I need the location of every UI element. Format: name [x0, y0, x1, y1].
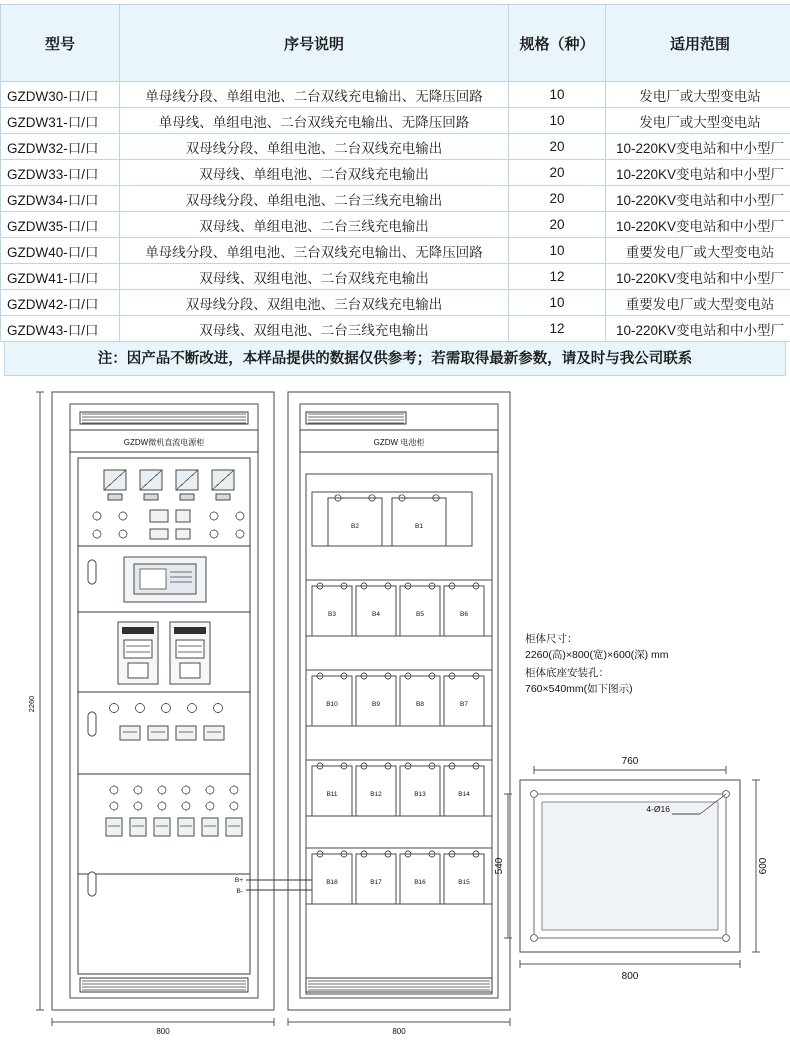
base-plan-top-dimension: 760 [622, 756, 639, 767]
mounting-hole-callout: 4-Ø16 [646, 804, 670, 814]
cell-application-range: 10-220KV变电站和中小型厂 [606, 134, 790, 160]
cell-description: 单母线分段、单组电池、二台双线充电输出、无降压回路 [120, 82, 509, 108]
cell-spec-count: 20 [509, 212, 606, 238]
left-cabinet-width-dimension: 800 [156, 1027, 170, 1036]
battery-label: B2 [351, 523, 359, 530]
battery-label: B12 [370, 791, 382, 798]
left-cabinet-title: GZDW微机直流电源柜 [124, 437, 204, 447]
cell-spec-count: 10 [509, 290, 606, 316]
header-description: 序号说明 [120, 5, 509, 82]
base-plan-left-dimension: 540 [494, 857, 505, 874]
cell-spec-count: 12 [509, 264, 606, 290]
battery-label: B17 [370, 879, 382, 886]
battery-label: B9 [372, 701, 380, 708]
spec-table [0, 4, 790, 342]
base-plan-right-dimension: 600 [758, 857, 769, 874]
cell-application-range: 10-220KV变电站和中小型厂 [606, 186, 790, 212]
dimension-note-line2: 2260(高)×800(宽)×600(深) mm [525, 648, 669, 661]
cell-spec-count: 12 [509, 316, 606, 342]
cell-application-range: 发电厂或大型变电站 [606, 108, 790, 134]
cell-description: 双母线分段、单组电池、二台双线充电输出 [120, 134, 509, 160]
header-model: 型号 [1, 5, 120, 82]
cell-description: 单母线分段、单组电池、三台双线充电输出、无降压回路 [120, 238, 509, 264]
table-footnote: 注：因产品不断改进，本样品提供的数据仅供参考；若需取得最新参数，请及时与我公司联系 [4, 342, 786, 376]
cell-application-range: 重要发电厂或大型变电站 [606, 238, 790, 264]
cell-model: GZDW30-口/口 [1, 82, 120, 108]
terminal-label-negative: B- [237, 888, 244, 895]
right-cabinet-title: GZDW 电池柜 [374, 437, 425, 447]
cell-description: 双母线、双组电池、二台双线充电输出 [120, 264, 509, 290]
cell-model: GZDW31-口/口 [1, 108, 120, 134]
cell-spec-count: 20 [509, 186, 606, 212]
cell-description: 双母线、单组电池、二台三线充电输出 [120, 212, 509, 238]
cell-application-range: 重要发电厂或大型变电站 [606, 290, 790, 316]
table-row [1, 212, 790, 238]
battery-label: B6 [460, 611, 468, 618]
cell-model: GZDW34-口/口 [1, 186, 120, 212]
table-row [1, 264, 790, 290]
cell-application-range: 10-220KV变电站和中小型厂 [606, 212, 790, 238]
cell-model: GZDW41-口/口 [1, 264, 120, 290]
cell-application-range: 10-220KV变电站和中小型厂 [606, 264, 790, 290]
battery-label: B7 [460, 701, 468, 708]
cell-model: GZDW33-口/口 [1, 160, 120, 186]
header-spec-count: 规格（种） [509, 5, 606, 82]
cell-model: GZDW32-口/口 [1, 134, 120, 160]
cell-spec-count: 10 [509, 108, 606, 134]
right-cabinet-width-dimension: 800 [392, 1027, 406, 1036]
table-row [1, 316, 790, 342]
table-body [1, 82, 790, 342]
battery-label: B18 [326, 879, 338, 886]
cell-application-range: 10-220KV变电站和中小型厂 [606, 160, 790, 186]
table-row [1, 108, 790, 134]
cell-model: GZDW43-口/口 [1, 316, 120, 342]
dimension-note-line4: 760×540mm(如下图示) [525, 682, 633, 695]
base-plan-bottom-dimension: 800 [622, 971, 639, 982]
cell-spec-count: 20 [509, 160, 606, 186]
battery-label: B10 [326, 701, 338, 708]
cell-model: GZDW42-口/口 [1, 290, 120, 316]
terminal-label-positive: B+ [235, 877, 243, 884]
cell-description: 双母线、双组电池、二台三线充电输出 [120, 316, 509, 342]
cabinet-height-dimension: 2260 [27, 696, 36, 713]
battery-label: B16 [414, 879, 426, 886]
table-row [1, 290, 790, 316]
table-row [1, 134, 790, 160]
cell-spec-count: 20 [509, 134, 606, 160]
battery-label: B3 [328, 611, 336, 618]
cell-spec-count: 10 [509, 82, 606, 108]
battery-label: B13 [414, 791, 426, 798]
battery-label: B8 [416, 701, 424, 708]
cell-description: 双母线分段、双组电池、三台双线充电输出 [120, 290, 509, 316]
battery-label: B4 [372, 611, 380, 618]
table-row [1, 160, 790, 186]
product-spec-page [0, 4, 790, 1040]
cell-application-range: 发电厂或大型变电站 [606, 82, 790, 108]
table-row [1, 82, 790, 108]
battery-label: B1 [415, 523, 423, 530]
battery-label: B15 [458, 879, 470, 886]
table-row [1, 186, 790, 212]
dimension-note-line3: 柜体底座安装孔： [525, 666, 609, 679]
cell-description: 双母线分段、单组电池、二台三线充电输出 [120, 186, 509, 212]
cell-application-range: 10-220KV变电站和中小型厂 [606, 316, 790, 342]
battery-label: B5 [416, 611, 424, 618]
cell-description: 单母线、单组电池、二台双线充电输出、无降压回路 [120, 108, 509, 134]
technical-drawing [0, 382, 790, 1037]
table-row [1, 238, 790, 264]
table-header-row [1, 5, 790, 82]
battery-label: B11 [326, 791, 337, 798]
header-application-range: 适用范围 [606, 5, 790, 82]
cell-spec-count: 10 [509, 238, 606, 264]
cell-description: 双母线、单组电池、二台双线充电输出 [120, 160, 509, 186]
dimension-note-line1: 柜体尺寸： [525, 632, 578, 645]
cell-model: GZDW40-口/口 [1, 238, 120, 264]
cell-model: GZDW35-口/口 [1, 212, 120, 238]
battery-label: B14 [458, 791, 470, 798]
